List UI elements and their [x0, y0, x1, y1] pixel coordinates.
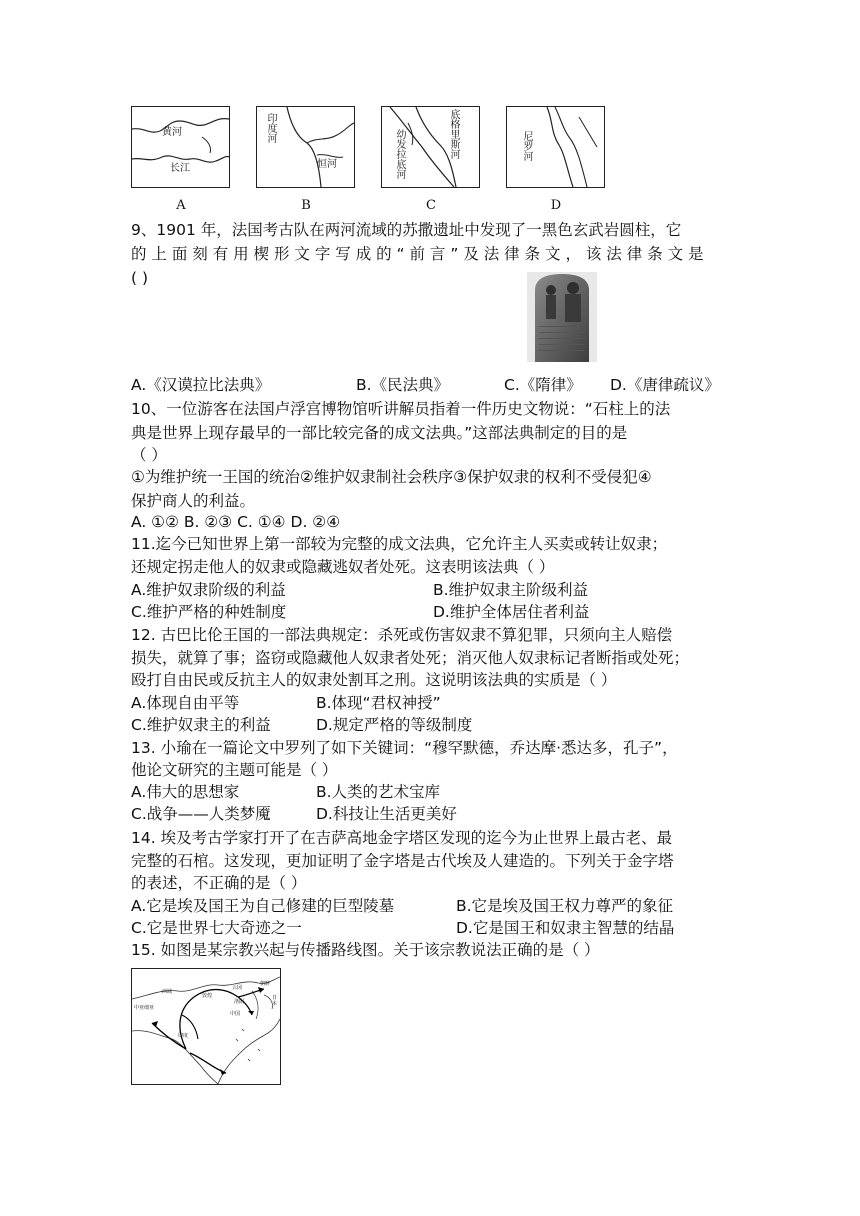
q14-line-2: 完整的石棺。这发现，更加证明了金字塔是古代埃及人建造的。下列关于金字塔: [131, 852, 674, 870]
q13-option-b[interactable]: B.人类的艺术宝库: [316, 783, 441, 801]
map-a-river-1: 黄河: [162, 127, 182, 138]
route-label-yindu: 印度: [178, 1033, 189, 1039]
map-b-river-1: 印度河: [265, 113, 276, 143]
route-label-zhongguo: 中国: [230, 1011, 241, 1017]
route-label-dunhuang: 敦煌: [202, 993, 213, 999]
q13-option-d[interactable]: D.科技让生活更美好: [316, 805, 457, 823]
q10-line-2: 典是世界上现存最早的一部比较完备的成文法典。”这部法典制定的目的是: [131, 424, 628, 442]
q13-line-1: 13. 小瑜在一篇论文中罗列了如下关键词：“穆罕默德，乔达摩·悉达多，孔子”，: [131, 739, 678, 757]
map-a-river-2: 长江: [170, 163, 190, 174]
hammurabi-stele-image: [527, 272, 597, 362]
route-label-luoyang: 洛阳: [234, 999, 245, 1005]
q9-line-1: 9、1901 年，法国考古队在两河流域的苏撒遗址中发现了一黑色玄武岩圆柱，它: [131, 221, 682, 239]
map-d-river-1: 尼罗河: [521, 131, 532, 161]
map-c-river-2: 底格里斯河: [448, 109, 459, 159]
q12-option-b[interactable]: B.体现“君权神授”: [316, 694, 441, 712]
q9-line-3: ( ): [131, 269, 149, 287]
map-label-b: B: [301, 198, 311, 213]
q13-option-a[interactable]: A.伟大的思想家: [131, 783, 240, 801]
q13-option-c[interactable]: C.战争——人类梦魇: [131, 805, 271, 823]
map-a: [131, 106, 230, 188]
map-label-c: C: [426, 198, 436, 213]
q10-line-4: ①为维护统一王国的统治②维护奴隶制社会秩序③保护奴隶的权利不受侵犯④: [131, 468, 652, 486]
religion-route-map: [131, 968, 281, 1085]
map-c: [381, 106, 480, 188]
q12-option-a[interactable]: A.体现自由平等: [131, 694, 240, 712]
q11-line-2: 还规定拐走他人的奴隶或隐藏逃奴者处死。这表明该法典（ ）: [131, 558, 555, 576]
q10-line-1: 10、一位游客在法国卢浮宫博物馆听讲解员指着一件历史文物说：“石柱上的法: [131, 400, 671, 418]
q14-option-a[interactable]: A.它是埃及国王为自己修建的巨型陵墓: [131, 897, 395, 915]
stele-drawing: [527, 272, 597, 362]
q14-option-c[interactable]: C.它是世界七大奇迹之一: [131, 919, 302, 937]
map-label-d: D: [550, 198, 562, 213]
map-c-river-1: 幼发拉底河: [394, 129, 405, 179]
route-map-drawing: [132, 969, 280, 1084]
q10-line-5: 保护商人的利益。: [131, 492, 256, 510]
q9-option-c[interactable]: C.《隋律》: [504, 376, 582, 394]
q12-option-d[interactable]: D.规定严格的等级制度: [316, 716, 473, 734]
q11-option-a[interactable]: A.维护奴隶阶级的利益: [131, 581, 286, 599]
q10-options[interactable]: A. ①② B. ②③ C. ①④ D. ②④: [131, 513, 341, 531]
q11-option-c[interactable]: C.维护严格的种姓制度: [131, 603, 287, 621]
q14-line-3: 的表述，不正确的是（ ）: [131, 874, 307, 892]
route-label-yungang: 云冈: [232, 985, 243, 991]
q11-line-1: 11.迄今已知世界上第一部较为完整的成文法典，它允许主人买卖或转让奴隶；: [131, 535, 668, 553]
q14-line-1: 14. 埃及考古学家打开了在吉萨高地金字塔区发现的迄今为止世界上最古老、最: [131, 829, 673, 847]
q12-line-2: 损失，就算了事；盗窃或隐藏他人奴隶者处死；消灭他人奴隶标记者断指或处死；: [131, 649, 690, 667]
map-d: [506, 106, 605, 188]
route-label-xiyu: 西域: [162, 989, 173, 995]
map-b-river-2: 恒河: [317, 159, 337, 170]
q12-option-c[interactable]: C.维护奴隶主的利益: [131, 716, 271, 734]
q12-line-3: 殴打自由民或反抗主人的奴隶处割耳之刑。这说明该法典的实质是（ ）: [131, 671, 617, 689]
map-a-drawing: [132, 107, 229, 187]
q9-option-b[interactable]: B.《民法典》: [356, 376, 450, 394]
q14-option-d[interactable]: D.它是国王和奴隶主智慧的结晶: [456, 919, 675, 937]
q10-line-3: （ ）: [131, 446, 167, 464]
route-label-zhongya: 中亚细亚: [134, 1005, 155, 1011]
q15-line-1: 15. 如图是某宗教兴起与传播路线图。关于该宗教说法正确的是（ ）: [131, 941, 600, 959]
q9-option-d[interactable]: D.《唐律疏议》: [610, 376, 720, 394]
q9-option-a[interactable]: A.《汉谟拉比法典》: [131, 376, 271, 394]
route-label-chaoxian: 朝鲜: [260, 981, 271, 987]
q13-line-2: 他论文研究的主题可能是（ ）: [131, 761, 338, 779]
q11-option-d[interactable]: D.维护全体居住者利益: [433, 603, 590, 621]
map-label-a: A: [176, 198, 186, 213]
map-b: [256, 106, 355, 188]
q11-option-b[interactable]: B.维护奴隶主阶级利益: [433, 581, 589, 599]
river-maps: [131, 106, 611, 216]
q9-line-2: 的 上 面 刻 有 用 楔 形 文 字 写 成 的 “ 前 言 ” 及 法 律 条 文 ， 该 法 律 条 文 是: [131, 245, 704, 263]
q14-option-b[interactable]: B.它是埃及国王权力尊严的象征: [456, 897, 674, 915]
route-label-riben: 日本: [272, 995, 278, 1007]
q12-line-1: 12. 古巴比伦王国的一部法典规定：杀死或伤害奴隶不算犯罪，只须向主人赔偿: [131, 626, 673, 644]
